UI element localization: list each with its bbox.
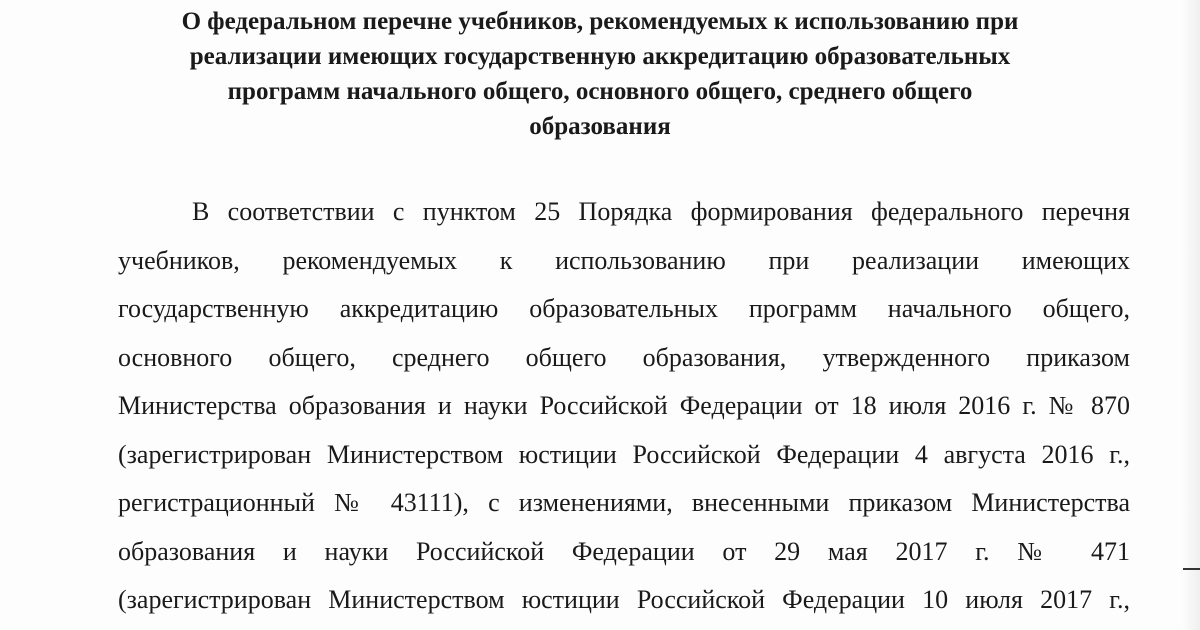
body-line: регистрационный № 43111), с изменениями, внесенными приказом Министерства <box>118 488 1130 517</box>
body-line: (зарегистрирован Министерством юстиции Российской Федерации 4 августа 2016 г., <box>118 439 1130 469</box>
body-line: основного общего, среднего общего образования, утвержденного приказом <box>118 342 1130 372</box>
title-line: О федеральном перечне учебников, рекомендуемых к использованию при <box>181 8 1019 35</box>
title-line: программ начального общего, основного общего, среднего общего <box>227 78 973 105</box>
title-line: образования <box>529 113 671 140</box>
title-line: реализации имеющих государственную аккредитацию образовательных <box>189 43 1011 70</box>
scan-margin-mark <box>1183 568 1200 570</box>
body-line: образования и науки Российской Федерации от 29 мая 2017 г. № 471 <box>118 536 1130 566</box>
scan-page-edge <box>1182 0 1200 630</box>
body-line: (зарегистрирован Министерством юстиции Российской Федерации 10 июля 2017 г., <box>118 585 1130 614</box>
body-line: Министерства образования и науки Российской Федерации от 18 июля 2016 г. № 870 <box>118 391 1130 420</box>
body-line: В соответствии с пунктом 25 Порядка формирования федерального перечня <box>192 197 1130 226</box>
body-line: учебников, рекомендуемых к использованию при реализации имеющих <box>118 245 1130 275</box>
document-body <box>118 188 1130 625</box>
document-title <box>140 4 1060 144</box>
body-line: государственную аккредитацию образовательных программ начального общего, <box>118 294 1130 323</box>
